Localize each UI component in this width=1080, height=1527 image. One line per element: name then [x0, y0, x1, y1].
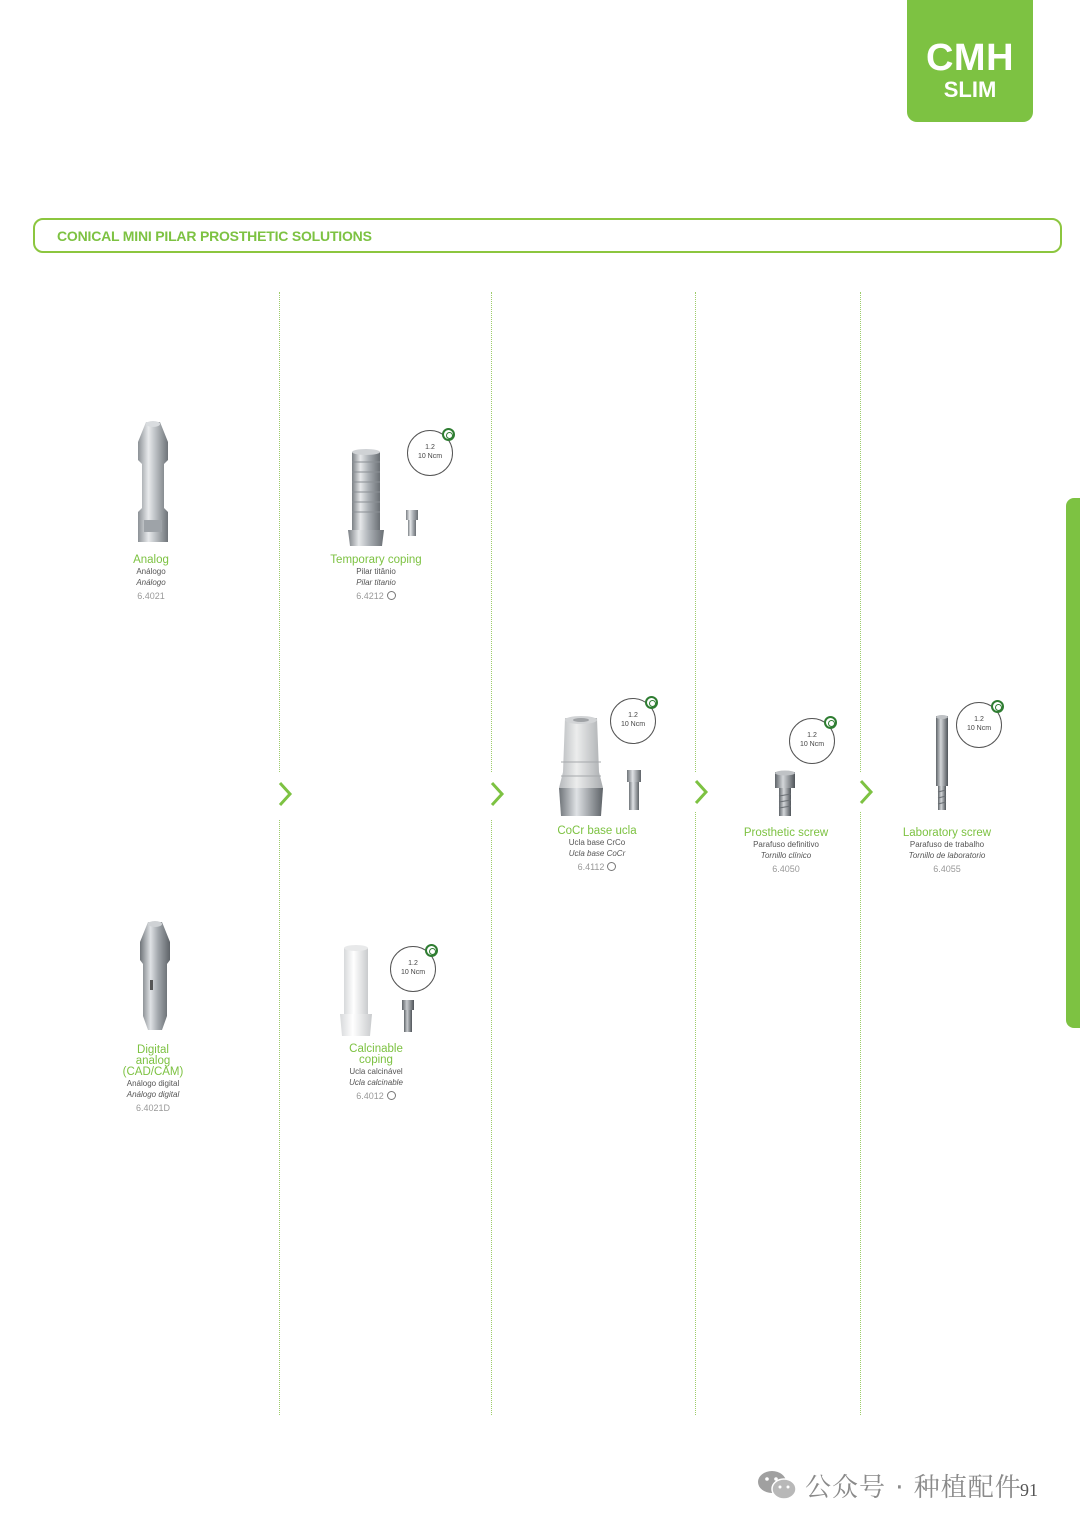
torque-badge: 1.2 10 Ncm [789, 718, 835, 764]
brand-line1: CMH [925, 37, 1015, 79]
product-name-pt: Pilar titânio [356, 567, 396, 576]
torque-key-icon [645, 696, 658, 709]
chevron-right-icon [693, 778, 709, 806]
product-name-line2: coping [359, 1054, 393, 1066]
brand-line2: SLIM [943, 77, 997, 102]
torque-badge: 1.2 10 Ncm [610, 698, 656, 744]
watermark-text: 公众号 · 种植配件 [805, 1472, 1022, 1503]
column-divider [860, 812, 861, 1415]
page-number: 91 [1020, 1480, 1038, 1500]
chevron-right-icon [277, 780, 293, 808]
product-name-es: Ucla calcinable [349, 1078, 403, 1087]
watermark [757, 1465, 1022, 1505]
section-header [33, 218, 1062, 253]
torque-badge: 1.2 10 Ncm [390, 946, 436, 992]
product-name-line1: Calcinable [349, 1043, 403, 1055]
product-name-pt: Análogo [136, 567, 166, 576]
product-name-es: Tornillo clínico [760, 851, 812, 860]
product-name: Temporary coping [330, 554, 422, 566]
product-name-es: Ucla base CoCr [568, 849, 626, 858]
product-name-line1: Digital [137, 1044, 169, 1056]
product-prosthetic-screw [726, 828, 846, 876]
product-ref: 6.4021D [135, 1103, 171, 1113]
prosthetic-screw-image [772, 770, 800, 820]
product-ref: 6.4012 [316, 1090, 436, 1103]
ring-icon [387, 1091, 396, 1100]
product-name: CoCr base ucla [557, 825, 637, 837]
product-ref: 6.4055 [933, 864, 961, 874]
product-name-es: Pilar titanio [356, 578, 396, 587]
product-name-es: Análogo digital [126, 1090, 180, 1099]
torque-key-icon [991, 700, 1004, 713]
product-ref: 6.4212 [316, 590, 436, 603]
product-name: Laboratory screw [902, 827, 992, 839]
product-ref: 6.4021 [137, 591, 165, 601]
column-divider [279, 292, 280, 772]
torque-key-icon [824, 716, 837, 729]
torque-badge: 1.2 10 Ncm [407, 430, 453, 476]
product-name-pt: Parafuso definitivo [753, 840, 819, 849]
column-divider [695, 292, 696, 772]
column-divider [491, 292, 492, 772]
wechat-icon [757, 1468, 797, 1502]
product-calcinable-coping [316, 1044, 436, 1103]
laboratory-screw-image [933, 714, 951, 814]
ring-icon [387, 591, 396, 600]
product-name-es: Análogo [136, 578, 166, 587]
torque-key-icon [442, 428, 455, 441]
product-name: Analog [133, 554, 169, 566]
ring-icon [607, 862, 616, 871]
product-ref: 6.4050 [772, 864, 800, 874]
product-laboratory-screw [882, 828, 1012, 876]
analog-image [128, 420, 178, 550]
section-title: CONICAL MINI PILAR PROSTHETIC SOLUTIONS [57, 228, 372, 244]
column-divider [860, 292, 861, 772]
product-name-pt: Parafuso de trabalho [909, 840, 985, 849]
chevron-right-icon [858, 778, 874, 806]
product-name-es: Tornillo de laboratorio [908, 851, 986, 860]
product-analog [101, 555, 201, 603]
product-name-line3: (CAD/CAM) [122, 1066, 184, 1078]
side-accent-bar [1066, 498, 1080, 1028]
chevron-right-icon [489, 780, 505, 808]
brand-tab [907, 0, 1033, 122]
product-digital-analog [103, 1045, 203, 1115]
product-temporary-coping [316, 555, 436, 603]
product-cocr-base-ucla [537, 826, 657, 874]
digital-analog-image [130, 920, 180, 1038]
torque-badge: 1.2 10 Ncm [956, 702, 1002, 748]
column-divider [279, 820, 280, 1415]
column-divider [695, 812, 696, 1415]
product-name-line2: analog [135, 1055, 171, 1067]
product-name-pt: Ucla calcinável [349, 1067, 403, 1076]
product-ref: 6.4112 [537, 861, 657, 874]
product-name-pt: Ucla base CrCo [568, 838, 626, 847]
torque-key-icon [425, 944, 438, 957]
column-divider [491, 820, 492, 1415]
product-name-pt: Análogo digital [126, 1079, 180, 1088]
product-name: Prosthetic screw [743, 827, 829, 839]
